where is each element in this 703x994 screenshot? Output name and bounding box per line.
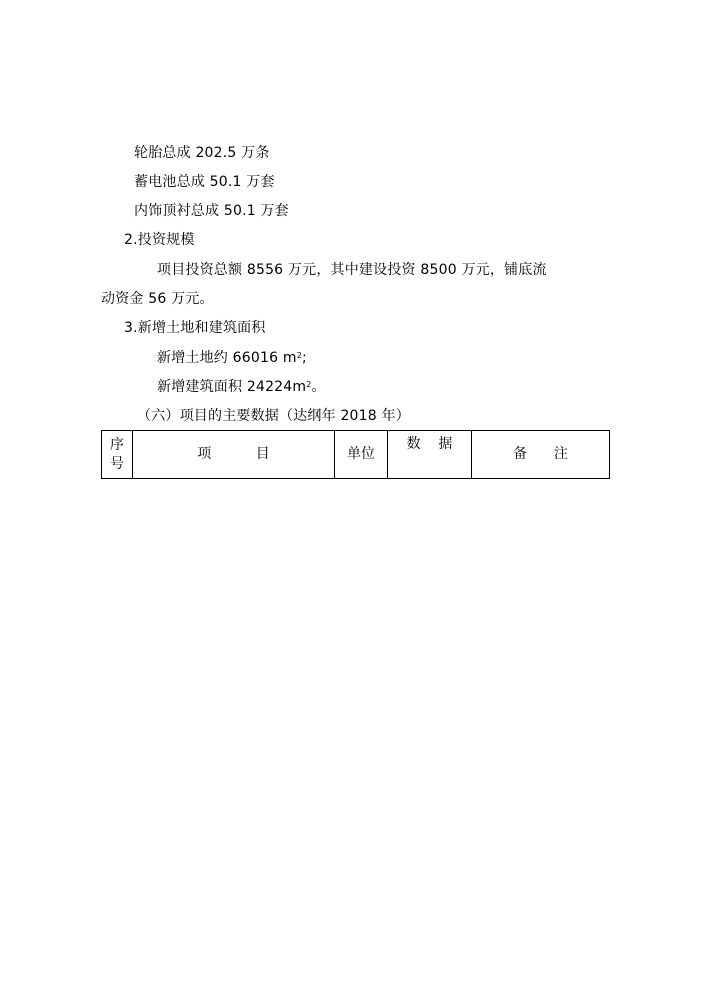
interior-line: 内饰顶衬总成 50.1 万套 — [134, 203, 289, 219]
building-area-superscript: 2 — [306, 380, 312, 389]
header-remark — [472, 431, 610, 479]
header-data — [388, 431, 472, 479]
header-item-label: 项 目 — [197, 446, 270, 462]
header-remark-label: 备 注 — [513, 446, 568, 462]
investment-paragraph-line1: 项目投资总额 8556 万元，其中建设投资 8500 万元，铺底流 — [157, 262, 547, 278]
land-area-end: ; — [301, 350, 307, 366]
battery-line: 蓄电池总成 50.1 万套 — [134, 174, 275, 190]
header-seq-line2: 号 — [110, 455, 124, 472]
investment-paragraph-line2: 动资金 56 万元。 — [101, 291, 214, 307]
table-header-row — [102, 431, 610, 479]
header-unit-label: 单位 — [347, 446, 375, 462]
land-area-line — [157, 350, 307, 366]
main-data-table — [101, 430, 610, 479]
section2-heading: 2.投资规模 — [124, 232, 195, 248]
header-seq — [102, 431, 133, 479]
building-area-end: 。 — [311, 379, 326, 395]
section3-heading: 3.新增土地和建筑面积 — [124, 320, 266, 336]
section6-heading: （六）项目的主要数据（达纲年 2018 年） — [137, 408, 410, 424]
land-area-text: 新增土地约 66016 m — [157, 350, 297, 366]
header-unit — [335, 431, 388, 479]
header-data-label: 数 据 — [406, 436, 453, 452]
header-seq-line1: 序 — [110, 436, 124, 453]
land-area-superscript: 2 — [296, 351, 302, 360]
header-item — [133, 431, 335, 479]
building-area-text: 新增建筑面积 24224m — [157, 379, 307, 395]
tires-line: 轮胎总成 202.5 万条 — [134, 145, 270, 161]
building-area-line — [157, 379, 326, 395]
